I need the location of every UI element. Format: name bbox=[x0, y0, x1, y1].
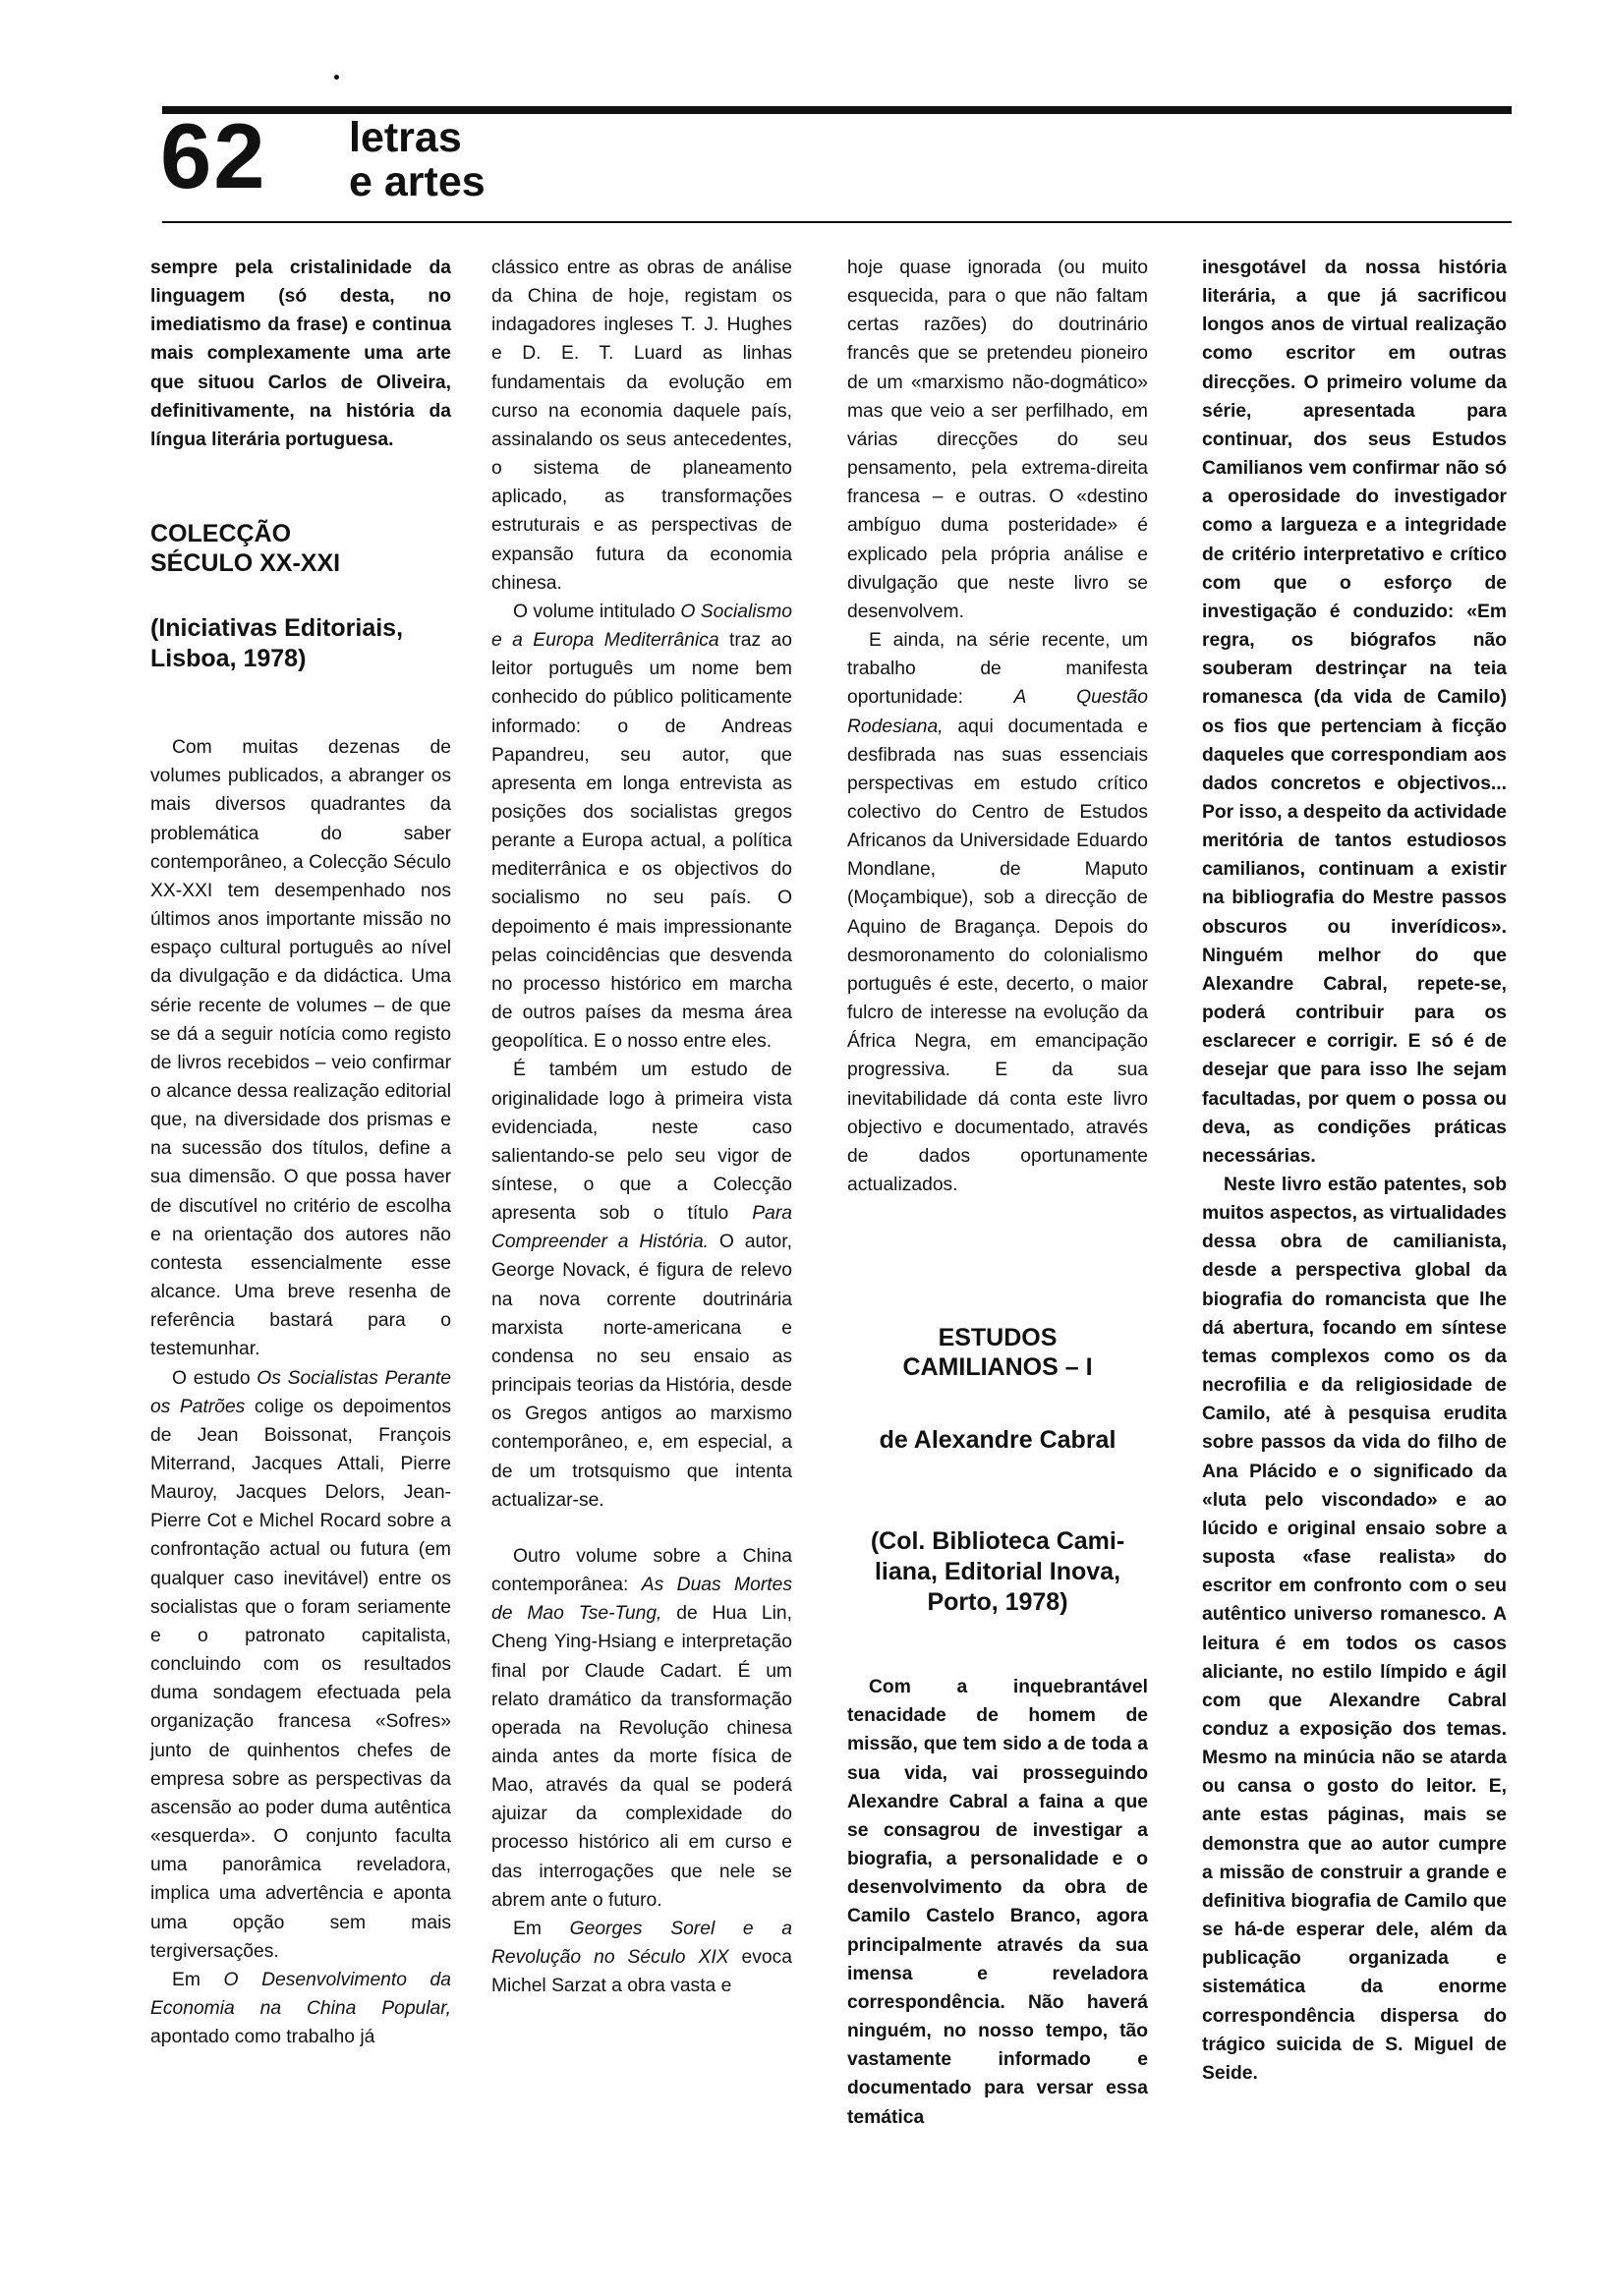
paragraph-cabral-conclusion: Neste livro estão patentes, sob muitos aspectos, as virtualidades dessa obra de camilianista, desde a perspectiva global da biografia do romancista que lhe dá abertura, focando em síntese temas complexos como os da necrofilia e da religiosidade de Camilo, até à pesquisa erudita sobre passos da vida do filho de Ana Plácido e o significado da «luta pelo viscondado» e ao lúcido e original ensaio sobre a suposta «fase realista» do escritor em confronto com o seu autêntico universo romanesco. A leitura é em todos os casos aliciante, no estilo límpido e ágil com que Alexandre Cabral conduz a exposição dos temas. Mesmo na minúcia não se atarda ou cansa o gosto do leitor. E, ante estas páginas, mais se demonstra que ao autor cumpre a missão de construir a grande e definitiva biografia de Camilo que se há-de esperar dele, além da publicação organizada e sistemática da enorme correspondência dispersa do trágico suicida de S. Miguel de Seide. bbox=[1202, 1175, 1507, 2084]
text-run: É também um estudo de originalidade logo à primeira vista evidenciada, neste caso salientando-se pelo seu vigor de síntese, o que a Colecção apresenta sob o título bbox=[491, 1060, 792, 1225]
paragraph-rodesiana bbox=[847, 626, 1148, 1199]
page-number: 62 bbox=[160, 104, 267, 207]
paragraph-mao bbox=[491, 1542, 792, 1915]
text-run: evoca Michel Sarzat a obra vasta e bbox=[491, 1947, 793, 1997]
book-title: A Questão Rodesiana, bbox=[847, 687, 1148, 737]
section-title-line-1: letras bbox=[349, 114, 462, 161]
text-run: aqui documentada e desfibrada nas suas essenciais perspectivas em estudo crítico colectivo do Centro de Estudos Africanos da Universidade Eduardo Mondlane, de Maputo (Moçambique), sob a direcção de Aquino de Bragança. Depois do desmoronamento do colonialismo português é este, decerto, o maior fulcro de interesse na evolução da África Negra, em emancipação progressiva. E da sua inevitabilidade dá conta este livro objectivo e documentado, através de dados oportunamente actualizados. bbox=[847, 716, 1148, 1195]
book-title: Os Socialistas Perante os Patrões bbox=[150, 1367, 451, 1417]
column-3 bbox=[847, 254, 1148, 2132]
publisher-line-2: Lisboa, 1978) bbox=[150, 645, 307, 673]
text-run: O volume intitulado bbox=[513, 601, 681, 622]
text-run: Outro volume sobre a China contemporânea: bbox=[491, 1545, 792, 1596]
publisher-line-1: (Iniciativas Editoriais, bbox=[150, 614, 404, 643]
column-2 bbox=[491, 254, 792, 2000]
book-title: Georges Sorel e a Revolução no Século XIX bbox=[491, 1918, 793, 1969]
text-run: O estudo bbox=[172, 1367, 258, 1389]
text-run: E ainda, na série recente, um trabalho de manifesta oportunidade: bbox=[847, 630, 1148, 709]
text-run: inesgotável da nossa história literária, a que já sacrificou longos anos de virtual realização como escritor em outras direcções. O primeiro volume da série, apresentada para continuar, dos seus bbox=[1202, 258, 1507, 450]
book-title: O Socialismo e a Europa Mediterrânica bbox=[491, 601, 792, 652]
review-author: de Alexandre Cabral bbox=[879, 1426, 1117, 1455]
text-run: Em bbox=[513, 1918, 570, 1939]
text-run: O autor, George Novack, é figura de relevo na nova corrente doutrinária marxista norte-americana e condensa no seu ensaio as principais teorias da História, desde os Gregos antigos ao marxismo contemporâneo, e, em especial, a de um trotsquismo que intenta actualizar-se. bbox=[491, 1232, 792, 1511]
header-top-rule bbox=[162, 106, 1512, 114]
review-heading-estudos-line-1: ESTUDOS bbox=[938, 1324, 1058, 1352]
section-title-line-2: e artes bbox=[349, 158, 486, 206]
paragraph-china-continuation: clássico entre as obras de análise da China de hoje, registam os indagadores ingleses T. J. Hughes e D. E. T. Luard as linhas fundamentais da evolução em curso na economia daquele país, assinalando os seus antecedentes, o sistema de planeamento aplicado, as transformações estruturais e as perspectivas de expansão futura da economia chinesa. bbox=[491, 258, 792, 594]
text-run: apontado como trabalho já bbox=[150, 2027, 375, 2048]
review-heading-coleccao-line-2: SÉCULO XX-XXI bbox=[150, 549, 341, 578]
paragraph-cabral-continuation bbox=[1202, 254, 1507, 1171]
column-4 bbox=[1202, 254, 1507, 2088]
paragraph-carlos-de-oliveira: sempre pela cristalinidade da linguagem (só desta, no imediatismo da frase) e continua mais complexamente uma arte que situou Carlos de Oliveira, definitivamente, na história da língua literária portuguesa. bbox=[150, 258, 451, 450]
text-run: Em bbox=[172, 1969, 224, 1990]
book-title: Para Compreender a História. bbox=[491, 1203, 792, 1253]
publisher-line-1: (Col. Biblioteca Cami- bbox=[870, 1527, 1125, 1556]
print-speck bbox=[334, 75, 339, 80]
text-run: traz ao leitor português um nome bem conhecido do público politicamente informado: o de Andreas Papandreu, seu autor, que apresenta em longa entrevista as posições dos socialistas gregos perante a Europa actual, a política mediterrânica e os objectivos do socialismo no seu país. O depoimento é mais impressionante pelas coincidências que desvenda no processo histórico em marcha de outros países da mesma área geopolítica. E o nosso entre eles. bbox=[491, 630, 793, 1053]
header-bottom-rule bbox=[162, 221, 1512, 223]
paragraph-sorel-continuation: hoje quase ignorada (ou muito esquecida, para o que não faltam certas razões) do doutrinário francês que se pretendeu pioneiro de um «marxismo não-dogmático» mas que veio a ser perfilhado, em várias direcções do seu pensamento, pela extrema-direita francesa – e outras. O «destino ambíguo duma posteridade» é explicado pela própria análise e divulgação que neste livro se desenvolvem. bbox=[847, 258, 1148, 622]
section-title bbox=[349, 116, 486, 204]
book-title: Estudos Camilianos bbox=[1202, 429, 1507, 480]
publisher-line-3: Porto, 1978) bbox=[927, 1588, 1068, 1617]
paragraph-cabral-intro: Com a inquebrantável tenacidade de homem de missão, que tem sido a de toda a sua vida, vai prosseguindo Alexandre Cabral a faina a que se consagrou de investigar a biografia, a personalidade e o desenvolvimento da obra de Camilo Castelo Branco, agora principalmente através da sua imensa e reveladora correspondência. Não haverá ninguém, no nosso tempo, tão vastamente informado e documentado para versar essa temática bbox=[847, 1677, 1148, 2128]
text-run: colige os depoimentos de Jean Boissonat, François Miterrand, Jacques Attali, Pierre Mauroy, Jacques Delors, Jean-Pierre Cot e Michel Rocard sobre a confrontação actual ou futura (em qualquer caso inevitável) entre os socialistas que o foram seriamente e o patronato capitalista, concluindo com os resultados duma sondagem efectuada pela organização francesa «Sofres» junto de quinhentos chefes de empresa sobre as perspectivas da ascensão ao poder duma autêntica «esquerda». O conjunto faculta uma panorâmica reveladora, implica uma advertência e aponta uma opção sem mais tergiversações. bbox=[150, 1396, 452, 1962]
paragraph-socialistas bbox=[150, 1364, 451, 1966]
text-run: de Hua Lin, Cheng Ying-Hsiang e interpretação final por Claude Cadart. É um relato dramático da transformação operada na Revolução chinesa ainda antes da morte física de Mao, através da qual se poderá ajuizar da complexidade do processo histórico ali em curso e das interrogações que nele se abrem ante o futuro. bbox=[491, 1603, 792, 1911]
review-heading-coleccao-line-1: COLECÇÃO bbox=[150, 520, 292, 548]
text-run: vem confirmar não só a operosidade do investigador como a largueza e a integridade de critério interpretativo e crítico com que o esforço de investigação é conduzido: «Em regra, os biógrafos não souberam destrinçar na teia romanesca (da vida de Camilo) os fios que pertenciam à ficção daqueles que correspondiam aos dados concretos e objectivos... Por isso, a despeito da actividade meritória de tantos estudiosos camilianos, continuam a existir na bibliografia do Mestre passos obscuros ou inverídicos». Ninguém melhor do que Alexandre Cabral, repete-se, poderá contribuir para os esclarecer e corrigir. E só é de desejar que para isso lhe sejam facultadas, por quem o possa ou deva, as condições práticas necessárias. bbox=[1202, 458, 1507, 1167]
column-1 bbox=[150, 254, 451, 2051]
book-title: O Desenvolvimento da Economia na China Popular, bbox=[150, 1969, 451, 2019]
publisher-line-2: liana, Editorial Inova, bbox=[874, 1558, 1121, 1586]
paragraph-novack bbox=[491, 1056, 792, 1515]
paragraph-papandreu bbox=[491, 598, 792, 1057]
paragraph-sorel bbox=[491, 1915, 792, 2000]
review-heading-estudos-line-2: CAMILIANOS – I bbox=[902, 1353, 1093, 1382]
book-title: As Duas Mortes de Mao Tse-Tung, bbox=[491, 1575, 792, 1625]
paragraph-china-economia bbox=[150, 1966, 451, 2051]
paragraph-intro: Com muitas dezenas de volumes publicados, a abranger os mais diversos quadrantes da problemática do saber contemporâneo, a Colecção Século XX-XXI tem desempenhado nos últimos anos importante missão no espaço cultural português ao nível da divulgação e da didáctica. Uma série recente de volumes – de que se dá a seguir notícia como registo de livros recebidos – veio confirmar o alcance dessa realização editorial que, na diversidade dos prismas e na sucessão dos títulos, define a sua dimensão. O que possa haver de discutível no critério de escolha e na orientação dos autores não contesta essencialmente esse alcance. Uma breve resenha de referência bastará para o testemunhar. bbox=[150, 737, 451, 1360]
